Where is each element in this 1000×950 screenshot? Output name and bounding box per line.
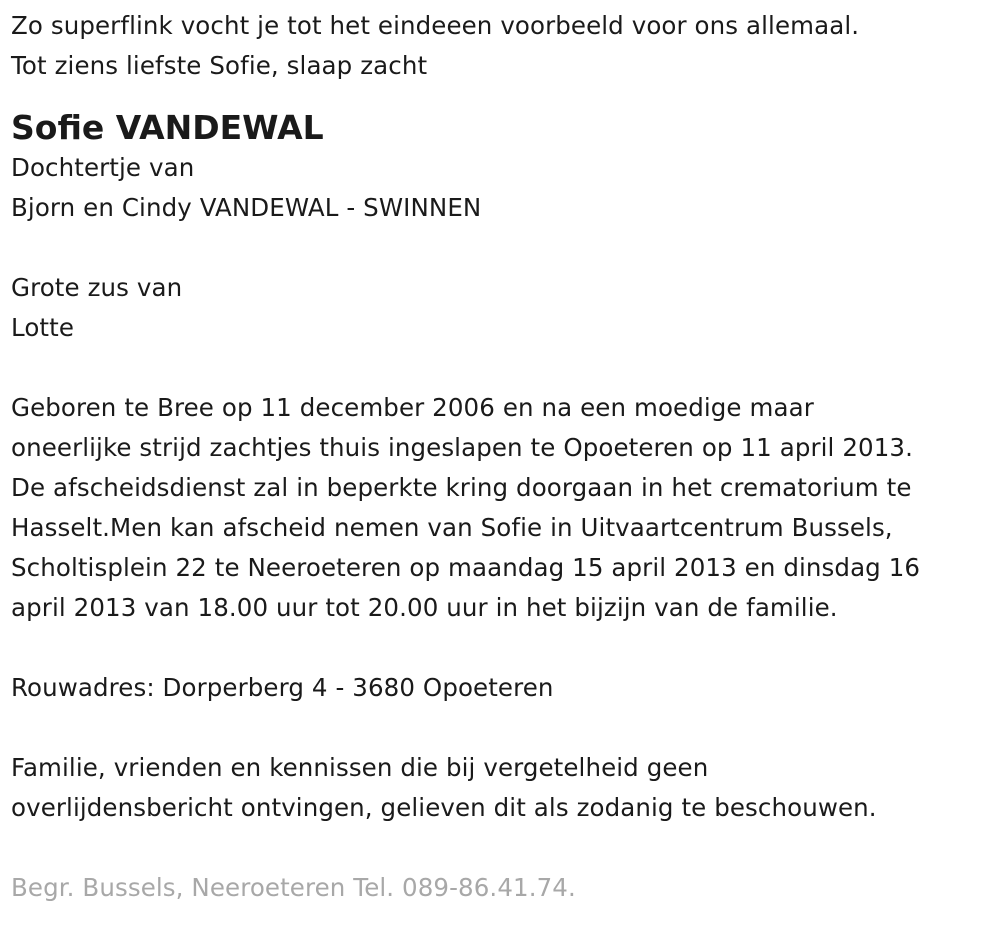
intro-line: Tot ziens liefste Sofie, slaap zacht — [11, 51, 428, 80]
spacer — [11, 828, 996, 868]
intro-line: Zo superflink vocht je tot het eindeeen voorbeeld voor ons allemaal. — [11, 11, 860, 40]
deceased-name: Sofie VANDEWAL — [11, 108, 324, 147]
spacer — [11, 228, 996, 268]
parents-section — [11, 148, 996, 228]
parents-names: Bjorn en Cindy VANDEWAL - SWINNEN — [11, 193, 482, 222]
mourning-address: Rouwadres: Dorperberg 4 - 3680 Opoeteren — [11, 673, 554, 702]
parents-label: Dochtertje van — [11, 153, 195, 182]
details-line: april 2013 van 18.00 uur tot 20.00 uur in het bijzijn van de familie. — [11, 593, 838, 622]
notice-paragraph — [11, 748, 996, 828]
sibling-section — [11, 268, 996, 348]
details-paragraph — [11, 388, 996, 628]
details-line: Geboren te Bree op 11 december 2006 en na een moedige maar — [11, 393, 814, 422]
details-line: Hasselt.Men kan afscheid nemen van Sofie in Uitvaartcentrum Bussels, — [11, 513, 893, 542]
intro-section — [11, 6, 996, 86]
notice-line: Familie, vrienden en kennissen die bij vergetelheid geen — [11, 753, 709, 782]
sibling-names: Lotte — [11, 313, 74, 342]
obituary-document — [11, 6, 996, 908]
details-line: oneerlijke strijd zachtjes thuis ingeslapen te Opoeteren op 11 april 2013. — [11, 433, 913, 462]
spacer — [11, 708, 996, 748]
notice-line: overlijdensbericht ontvingen, gelieven dit als zodanig te beschouwen. — [11, 793, 877, 822]
sibling-label: Grote zus van — [11, 273, 183, 302]
spacer — [11, 628, 996, 668]
details-line: De afscheidsdienst zal in beperkte kring doorgaan in het crematorium te — [11, 473, 912, 502]
funeral-home-footer: Begr. Bussels, Neeroeteren Tel. 089-86.41.74. — [11, 873, 576, 902]
spacer — [11, 348, 996, 388]
details-line: Scholtisplein 22 te Neeroeteren op maandag 15 april 2013 en dinsdag 16 — [11, 553, 921, 582]
